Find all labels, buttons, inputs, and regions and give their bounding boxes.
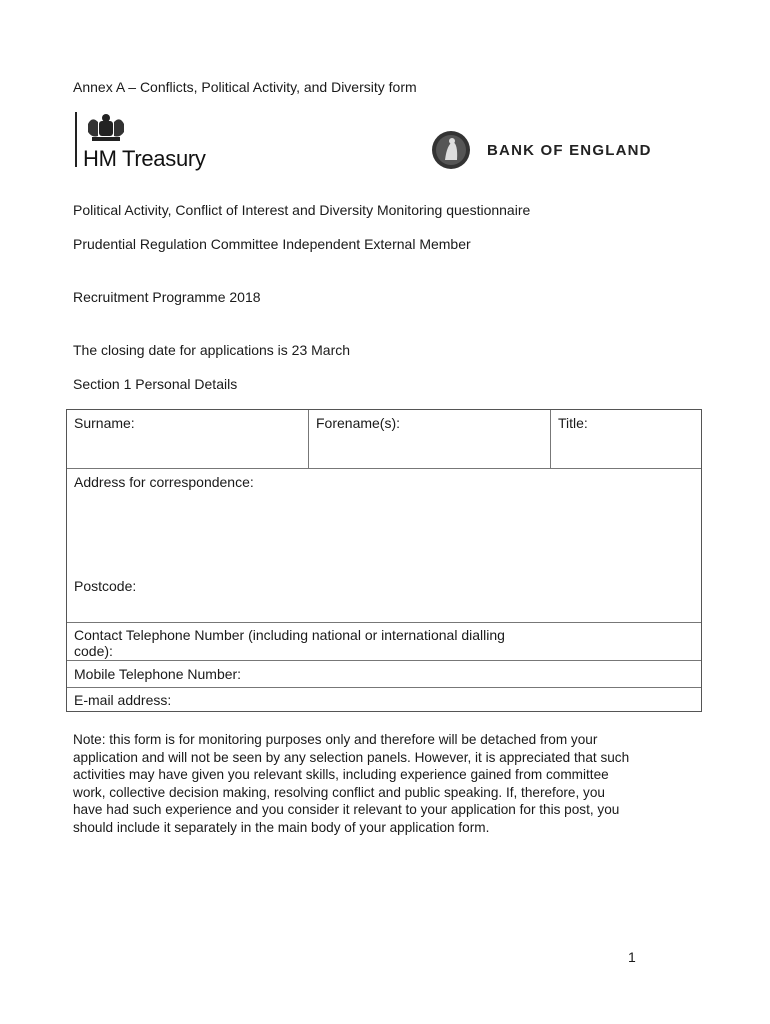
surname-field[interactable]: Surname: xyxy=(74,415,135,431)
table-divider xyxy=(67,622,701,623)
personal-details-table xyxy=(66,409,702,712)
table-divider xyxy=(308,410,309,468)
email-field[interactable]: E-mail address: xyxy=(74,692,172,708)
programme-title: Recruitment Programme 2018 xyxy=(73,289,261,305)
closing-date: The closing date for applications is 23 March xyxy=(73,342,351,358)
forenames-field[interactable]: Forename(s): xyxy=(316,415,401,431)
table-divider xyxy=(550,410,551,468)
table-divider xyxy=(67,687,701,688)
contact-phone-field-continued: code): xyxy=(74,643,113,659)
section-heading: Section 1 Personal Details xyxy=(73,376,238,392)
role-title: Prudential Regulation Committee Independent External Member xyxy=(73,236,471,252)
address-field[interactable]: Address for correspondence: xyxy=(74,474,254,490)
questionnaire-title: Political Activity, Conflict of Interest and Diversity Monitoring questionnaire xyxy=(73,202,531,218)
bank-of-england-seal-icon xyxy=(431,130,471,170)
hm-treasury-wordmark: HM Treasury xyxy=(83,146,206,171)
note-line: work, collective decision making, resolving conflict and public speaking. If, therefore, you xyxy=(73,784,605,800)
royal-crest-icon xyxy=(84,110,128,144)
table-divider xyxy=(67,468,701,469)
hm-treasury-logo-bar xyxy=(75,112,77,167)
mobile-phone-field[interactable]: Mobile Telephone Number: xyxy=(74,666,242,682)
page-number: 1 xyxy=(628,949,636,965)
contact-phone-field[interactable]: Contact Telephone Number (including national or international dialling xyxy=(74,627,505,643)
note-line: Note: this form is for monitoring purposes only and therefore will be detached from your xyxy=(73,732,598,747)
annex-title: Annex A – Conflicts, Political Activity, and Diversity form xyxy=(73,79,417,95)
note-line: activities may have given you relevant skills, including experience gained from committee xyxy=(73,767,609,783)
note-line: application and will not be seen by any selection panels. However, it is appreciated that such xyxy=(73,749,630,765)
bank-of-england-wordmark: BANK OF ENGLAND xyxy=(487,142,652,159)
postcode-field[interactable]: Postcode: xyxy=(74,578,137,594)
note-line: have had such experience and you consider it relevant to your application for this post, you xyxy=(73,802,620,818)
monitoring-note xyxy=(73,731,703,837)
note-line: should include it separately in the main body of your application form. xyxy=(73,819,490,835)
table-divider xyxy=(67,660,701,661)
title-field[interactable]: Title: xyxy=(558,415,588,431)
